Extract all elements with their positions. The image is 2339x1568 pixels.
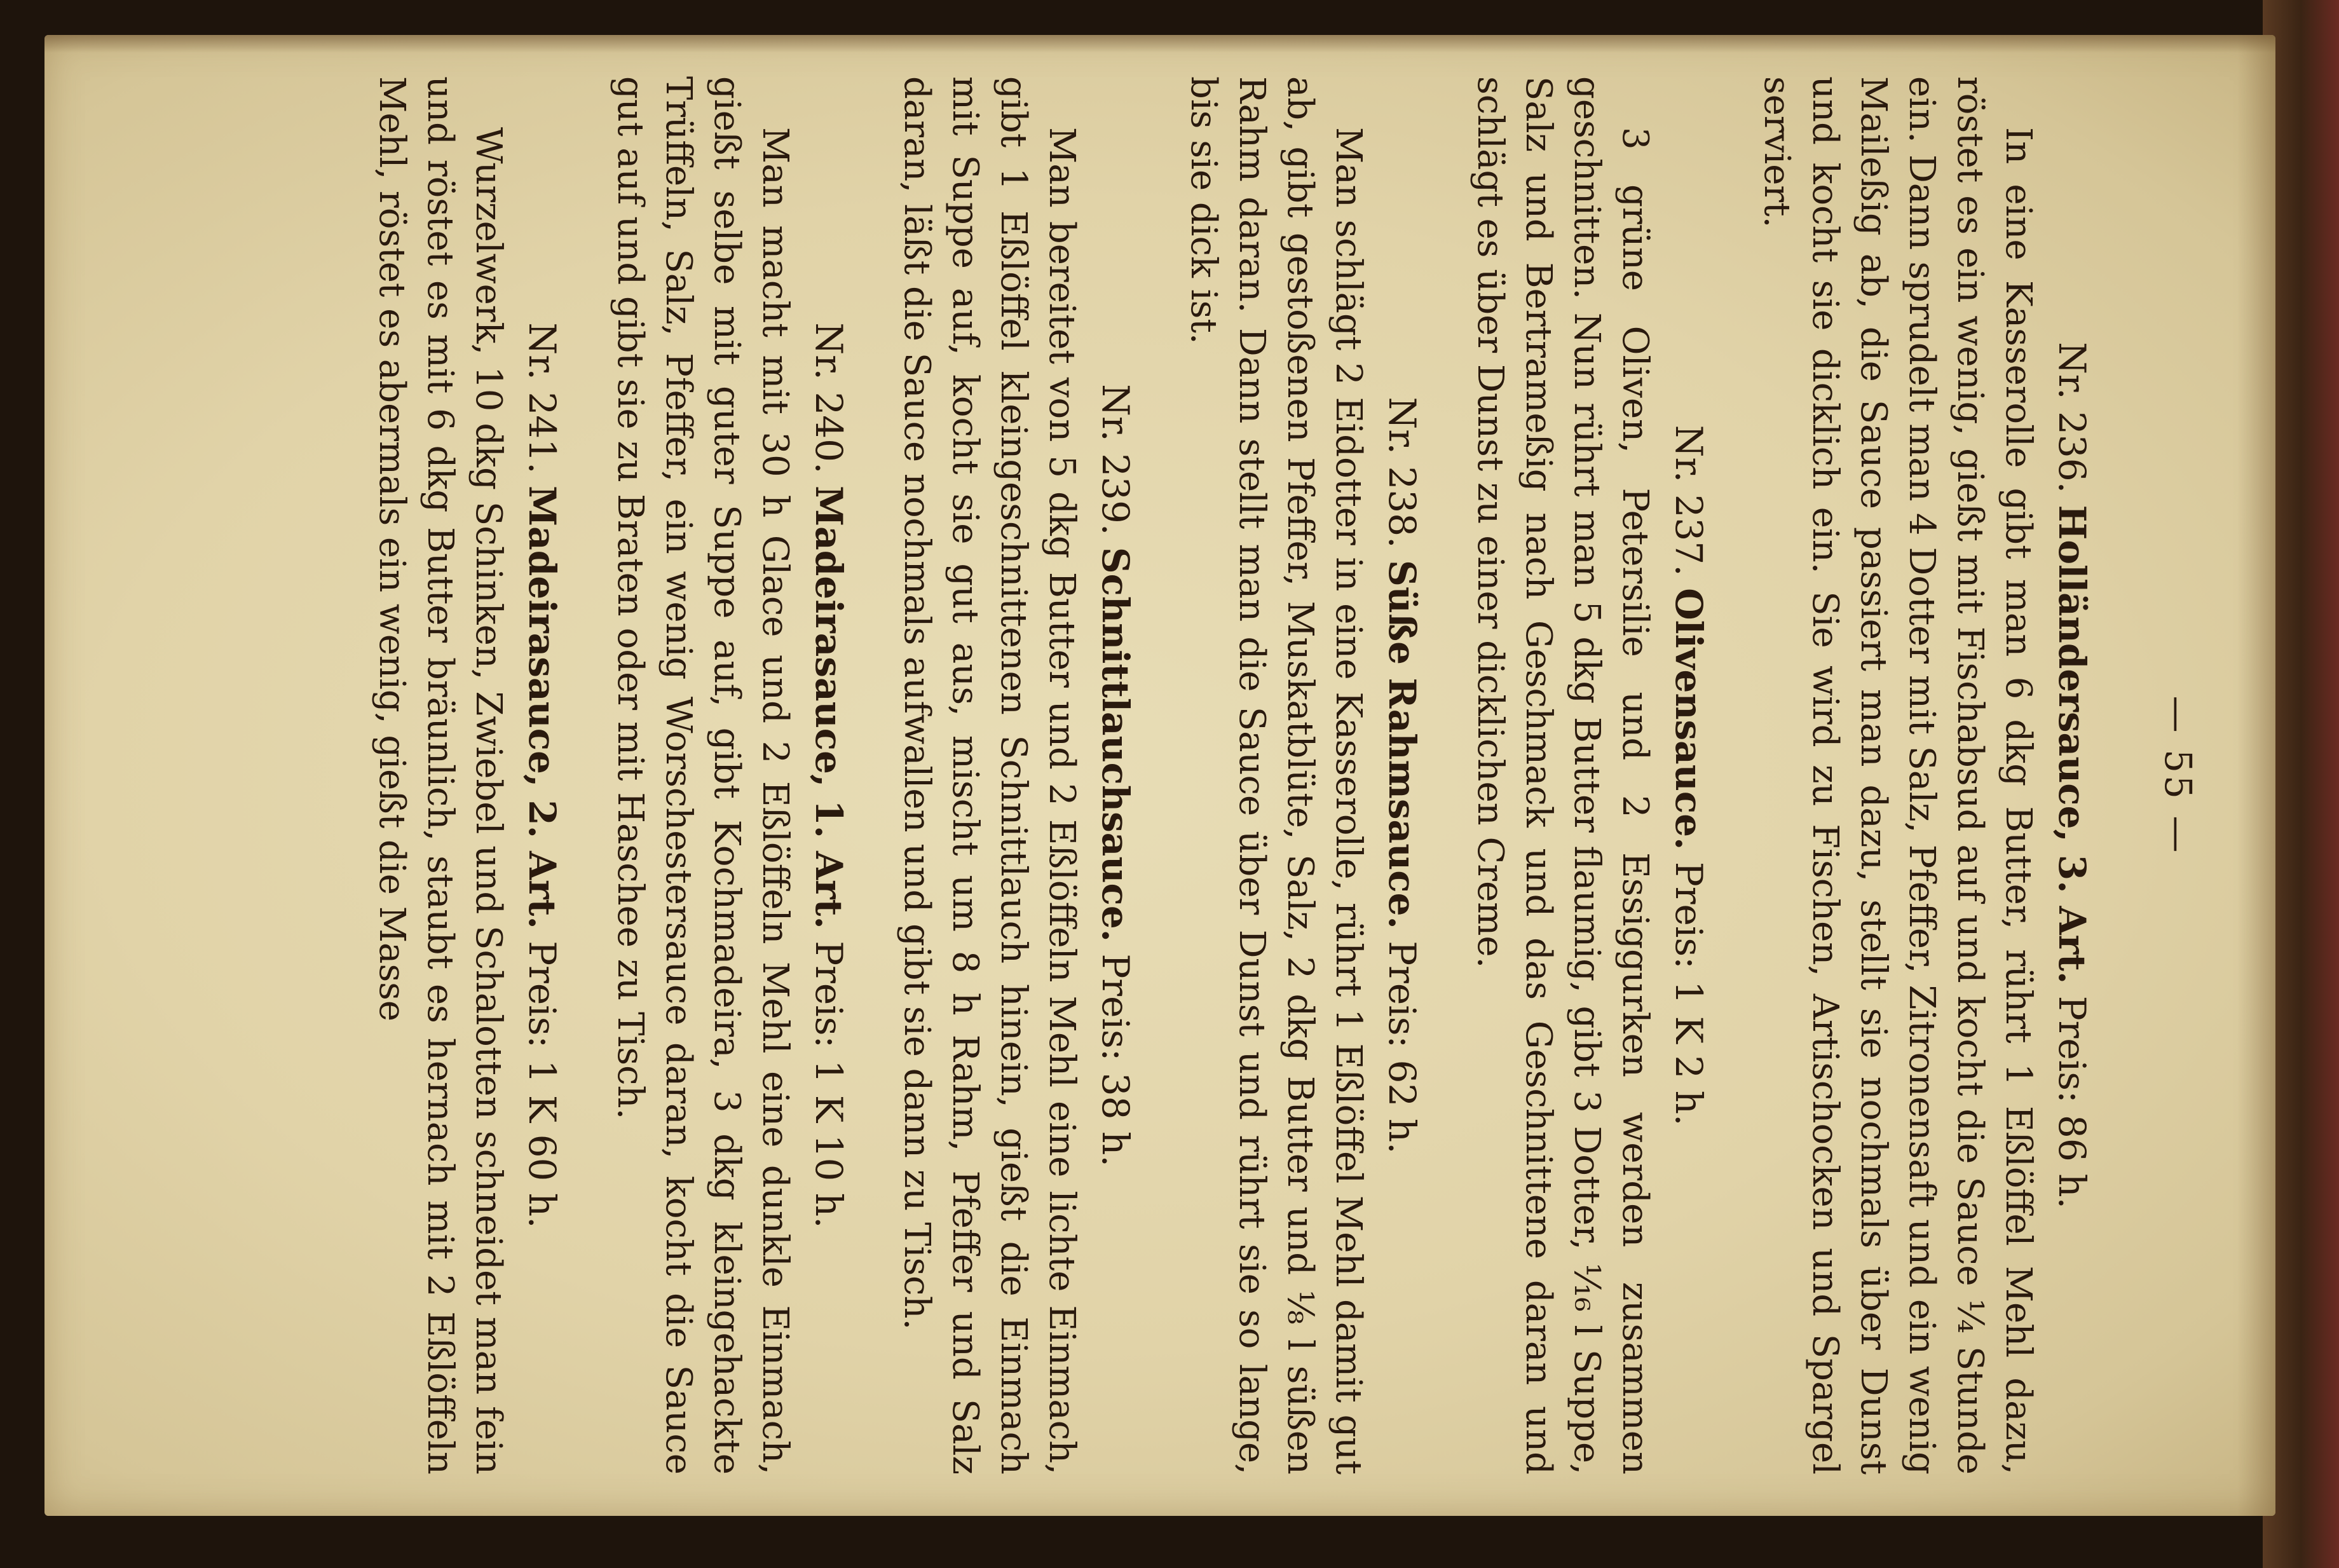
recipe-price: Preis: 86 h. <box>2050 995 2094 1209</box>
recipe-price: Preis: 62 h. <box>1381 941 1424 1154</box>
recipe-heading <box>1664 76 1713 1475</box>
recipe-price: Preis: 1 K 60 h. <box>521 941 564 1229</box>
recipe-number: Nr. 237. <box>1667 425 1710 576</box>
recipe-heading <box>804 76 853 1475</box>
recipe-name: Madeirasauce, 1. Art. <box>807 485 850 929</box>
page-content <box>327 76 2202 1475</box>
recipe-236 <box>1752 76 2096 1475</box>
recipe-240 <box>606 76 853 1475</box>
recipe-237 <box>1466 76 1713 1475</box>
recipe-number: Nr. 236. <box>2050 341 2094 494</box>
book-page <box>44 35 2275 1516</box>
recipe-number: Nr. 238. <box>1381 397 1424 549</box>
recipe-name: Holländersauce, 3. Art. <box>2050 505 2094 985</box>
recipe-name: Madeirasauce, 2. Art. <box>521 485 564 929</box>
recipe-heading <box>1377 76 1426 1475</box>
recipe-text: Wurzelwerk, 10 dkg Schinken, Zwiebel und Schalotten schneidet man fein und röstet es mit 6 dkg Butter bräunlich, staubt es hernach mit 2 Eßlöffeln Mehl, röstet es abermals ein wenig, gießt die Masse <box>371 76 509 1475</box>
recipe-text: Man schlägt 2 Eidotter in eine Kasserolle, rührt 1 Eßlöffel Mehl damit gut ab, gibt gestoßenen Pfeffer, Muskatblüte, Salz, 2 dkg Butter und ⅛ l süßen Rahm daran. Dann stellt man die Sauce über Dunst und rührt sie so lange, bis sie dick ist. <box>1183 76 1369 1475</box>
recipe-name: Schnittlauchsauce. <box>1094 547 1137 942</box>
recipe-238 <box>1179 76 1426 1475</box>
recipe-heading <box>2047 76 2096 1475</box>
recipe-heading <box>1091 76 1140 1475</box>
recipe-number: Nr. 241. <box>521 322 564 474</box>
recipe-heading <box>517 76 566 1475</box>
recipe-text: In eine Kasserolle gibt man 6 dkg Butter, rührt 1 Eßlöffel Mehl dazu, röstet es ein wenig, gießt mit Fischabsud auf und kocht die Sauce ¼ Stunde ein. Dann sprudelt man 4 Dotter mit Salz, Pfeffer, Zitronensaft und ein wenig Maileßig ab, die Sauce passiert man dazu, stellt sie nochmals über Dunst und kocht sie dicklich ein. Sie wird zu Fischen, Artischocken und Spargel serviert. <box>1756 76 2039 1475</box>
recipe-239 <box>892 76 1140 1475</box>
page-fold-shadow <box>2237 35 2275 1516</box>
recipe-name: Süße Rahmsauce. <box>1381 560 1424 929</box>
recipe-text: 3 grüne Oliven, Petersilie und 2 Essiggurken werden zusammen geschnitten. Nun rührt man 5 dkg Butter flaumig, gibt 3 Dotter, ¹⁄₁₆ l Suppe, Salz und Bertrameßig nach Geschmack und das Geschnittene daran und schlägt es über Dunst zu einer dicklichen Creme. <box>1470 76 1656 1475</box>
recipe-241 <box>367 76 566 1475</box>
recipe-price: Preis: 1 K 2 h. <box>1667 861 1710 1126</box>
recipe-name: Olivensauce. <box>1667 588 1710 850</box>
page-top-shadow <box>44 35 2275 53</box>
page-number: — 55 — <box>2157 695 2200 856</box>
recipe-text: Man macht mit 30 h Glace und 2 Eßlöffeln Mehl eine dunkle Einmach, gießt selbe mit guter Suppe auf, gibt Kochmadeira, 3 dkg kleingehackte Trüffeln, Salz, Pfeffer, ein wenig Worschestersauce daran, kocht die Sauce gut auf und gibt sie zu Braten oder mit Haschee zu Tisch. <box>610 76 796 1475</box>
recipe-price: Preis: 1 K 10 h. <box>807 941 850 1229</box>
recipe-price: Preis: 38 h. <box>1094 953 1137 1167</box>
recipe-number: Nr. 240. <box>807 322 850 474</box>
recipe-number: Nr. 239. <box>1094 384 1137 536</box>
recipe-text: Man bereitet von 5 dkg Butter und 2 Eßlöffeln Mehl eine lichte Einmach, gibt 1 Eßlöffel kleingeschnittenen Schnittlauch hinein, gießt die Einmach mit Suppe auf, kocht sie gut aus, mischt um 8 h Rahm, Pfeffer und Salz daran, läßt die Sauce nochmals aufwallen und gibt sie dann zu Tisch. <box>896 76 1082 1475</box>
